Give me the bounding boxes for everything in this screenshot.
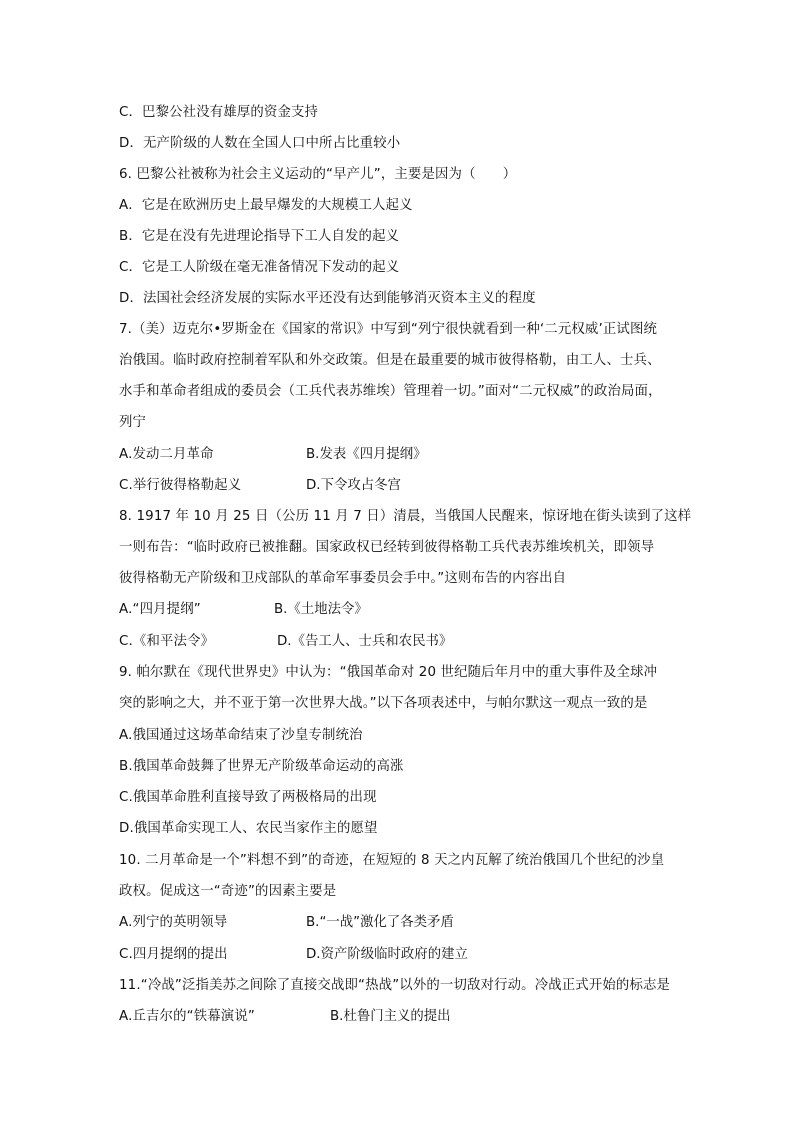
q9-stem-line2: 突的影响之大，并不亚于第一次世界大战。”以下各项表述中，与帕尔默这一观点一致的是 — [119, 696, 648, 711]
q9-option-c: C.俄国革命胜利直接导致了两极格局的出现 — [119, 790, 377, 805]
q6-option-c: C．它是工人阶级在毫无准备情况下发动的起义 — [119, 260, 400, 275]
q7-stem-line1: 7.（美）迈克尔•罗斯金在《国家的常识》中写到“列宁很快就看到一种‘二元权威’正试图统 — [119, 322, 658, 337]
q6-option-d: D．法国社会经济发展的实际水平还没有达到能够消灭资本主义的程度 — [119, 291, 536, 306]
q5-option-d: D．无产阶级的人数在全国人口中所占比重较小 — [119, 136, 401, 151]
q7-option-a: A.发动二月革命 — [119, 447, 214, 462]
q9-stem-line1: 9. 帕尔默在《现代世界史》中认为：“俄国革命对 20 世纪随后年月中的重大事件及全球冲 — [119, 665, 658, 680]
q8-stem-line1: 8. 1917 年 10 月 25 日（公历 11 月 7 日）清晨，当俄国人民醒来，惊讶地在街头读到了这样 — [119, 509, 692, 524]
q9-option-d: D.俄国革命实现工人、农民当家作主的愿望 — [119, 821, 378, 836]
q11-stem-line1: 11.“冷战”泛指美苏之间除了直接交战即“热战”以外的一切敌对行动。冷战正式开始的标志是 — [119, 978, 671, 993]
q6-stem: 6. 巴黎公社被称为社会主义运动的“早产儿”，主要是因为（ ） — [119, 167, 517, 182]
q10-option-b: B.“一战”激化了各类矛盾 — [306, 915, 454, 930]
q6-option-b: B．它是在没有先进理论指导下工人自发的起义 — [119, 229, 400, 244]
q8-stem-line3: 彼得格勒无产阶级和卫戍部队的革命军事委员会手中。”这则布告的内容出自 — [119, 571, 567, 586]
q7-stem-line2: 治俄国。临时政府控制着军队和外交政策。但是在最重要的城市彼得格勒，由工人、士兵、 — [119, 353, 661, 368]
q7-option-c: C.举行彼得格勒起义 — [119, 478, 242, 493]
q10-stem-line2: 政权。促成这一“奇迹”的因素主要是 — [119, 884, 337, 899]
q10-option-a: A.列宁的英明领导 — [119, 915, 228, 930]
q9-option-b: B.俄国革命鼓舞了世界无产阶级革命运动的高涨 — [119, 759, 404, 774]
q9-option-a: A.俄国通过这场革命结束了沙皇专制统治 — [119, 728, 363, 743]
q6-option-a: A．它是在欧洲历史上最早爆发的大规模工人起义 — [119, 198, 413, 213]
q8-stem-line2: 一则布告：“临时政府已被推翻。国家政权已经转到彼得格勒工兵代表苏维埃机关，即领导 — [119, 540, 655, 555]
q8-option-c: C.《和平法令》 — [119, 634, 215, 649]
q11-option-a: A.丘吉尔的“铁幕演说” — [119, 1009, 255, 1024]
q5-option-c: C．巴黎公社没有雄厚的资金支持 — [119, 105, 319, 120]
q11-option-b: B.杜鲁门主义的提出 — [330, 1009, 451, 1024]
q10-option-d: D.资产阶级临时政府的建立 — [306, 947, 468, 962]
q8-option-a: A.“四月提纲” — [119, 602, 201, 617]
q7-option-b: B.发表《四月提纲》 — [306, 447, 427, 462]
q10-option-c: C.四月提纲的提出 — [119, 947, 228, 962]
q10-stem-line1: 10. 二月革命是一个”料想不到”的奇迹，在短短的 8 天之内瓦解了统治俄国几个世纪的沙皇 — [119, 853, 665, 868]
q7-stem-line3: 水手和革命者组成的委员会（工兵代表苏维埃）管理着一切。”面对“二元权威”的政治局面， — [119, 384, 662, 399]
q7-option-d: D.下令攻占冬宫 — [306, 478, 401, 493]
q7-stem-line4: 列宁 — [119, 415, 147, 430]
q8-option-d: D.《告工人、士兵和农民书》 — [277, 634, 453, 649]
q8-option-b: B.《土地法令》 — [274, 602, 368, 617]
